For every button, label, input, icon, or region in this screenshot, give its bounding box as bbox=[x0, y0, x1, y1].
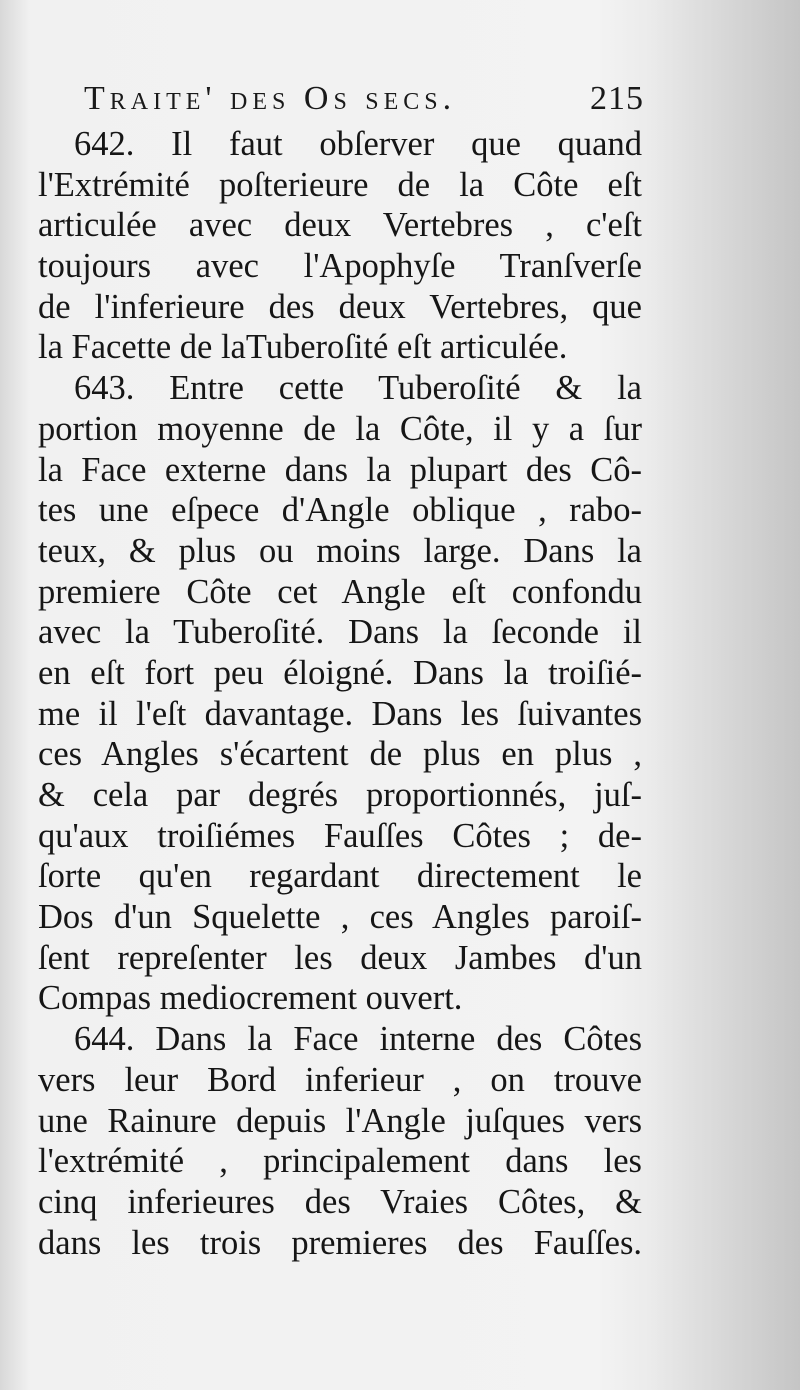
paragraph-643 bbox=[38, 368, 642, 1019]
text-line: ces Angles s'écartent de plus en plus , bbox=[38, 735, 642, 774]
text-line: vers leur Bord inferieur , on trouve bbox=[38, 1060, 642, 1099]
text-line: l'extrémité , principalement dans les bbox=[38, 1142, 642, 1181]
text-line: tes une eſpece d'Angle oblique , rabo- bbox=[38, 491, 642, 530]
text-line: ſent repreſenter les deux Jambes d'un bbox=[38, 938, 642, 977]
text-line: premiere Côte cet Angle eſt confondu bbox=[38, 572, 642, 611]
text-line: l'Extrémité poſterieure de la Côte eſt bbox=[38, 165, 642, 204]
text-line: & cela par degrés proportionnés, juſ- bbox=[38, 776, 642, 814]
text-line: me il l'eſt davantage. Dans les ſuivantes bbox=[38, 694, 642, 733]
text-line: Dos d'un Squelette , ces Angles paroiſ- bbox=[38, 898, 642, 937]
text-line: 642. Il faut obſerver que quand bbox=[74, 125, 642, 163]
text-line: 643. Entre cette Tuberoſité & la bbox=[74, 369, 642, 408]
text-line: avec la Tuberoſité. Dans la ſeconde il bbox=[38, 613, 642, 652]
page-gutter-shadow bbox=[650, 0, 800, 1390]
text-line: dans les trois premieres des Fauſſes. bbox=[38, 1223, 642, 1262]
text-line: la Face externe dans la plupart des Cô- bbox=[38, 450, 642, 489]
text-line: cinq inferieures des Vraies Côtes, & bbox=[38, 1182, 642, 1221]
text-line: ſorte qu'en regardant directement le bbox=[38, 857, 642, 896]
paragraph-644 bbox=[38, 1019, 642, 1263]
running-head-title: Traite' des Os secs. bbox=[84, 80, 457, 117]
text-line: la Facette de laTuberoſité eſt articulée. bbox=[38, 328, 568, 367]
text-line: 644. Dans la Face interne des Côtes bbox=[74, 1020, 642, 1059]
text-line: teux, & plus ou moins large. Dans la bbox=[38, 531, 642, 570]
text-line: toujours avec l'Apophyſe Tranſverſe bbox=[38, 247, 642, 286]
paragraph-642 bbox=[38, 124, 642, 368]
text-line: Compas mediocrement ouvert. bbox=[38, 979, 463, 1018]
text-line: en eſt fort peu éloigné. Dans la troiſié- bbox=[38, 653, 642, 692]
text-line: de l'inferieure des deux Vertebres, que bbox=[38, 287, 642, 326]
text-line: portion moyenne de la Côte, il y a ſur bbox=[38, 409, 642, 448]
page-number: 215 bbox=[590, 80, 644, 117]
running-head bbox=[84, 74, 644, 124]
text-line: articulée avec deux Vertebres , c'eſt bbox=[38, 206, 642, 245]
text-line: qu'aux troiſiémes Fauſſes Côtes ; de- bbox=[38, 816, 642, 855]
body-text bbox=[38, 124, 642, 1263]
text-line: une Rainure depuis l'Angle juſques vers bbox=[38, 1101, 642, 1140]
